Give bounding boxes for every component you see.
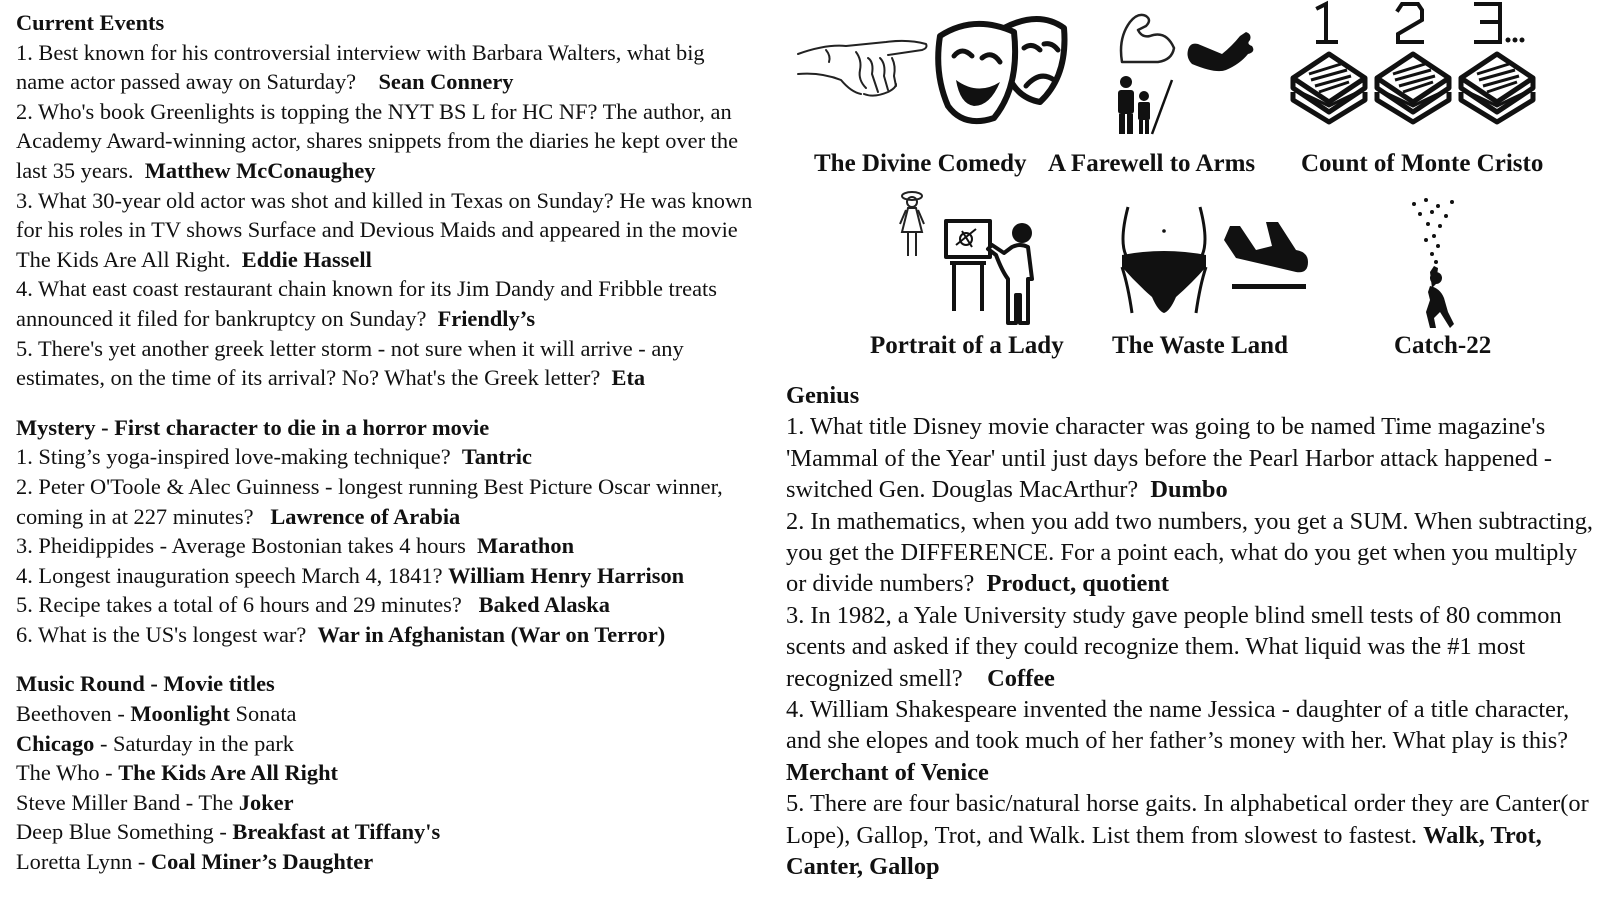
answer: Joker bbox=[238, 789, 294, 815]
question bbox=[16, 97, 756, 186]
answer: Walk, Trot, Canter, Gallop bbox=[786, 821, 1542, 881]
question-text: 1. What title Disney movie character was going to be named Time magazine's 'Mammal of the Year' until just days before the Pearl Harbor attack happened - switched Gen. Douglas MacArthur? bbox=[786, 413, 1553, 504]
question-text: 3. Pheidippides - Average Bostonian takes 4 hours bbox=[16, 533, 466, 559]
answer: William Henry Harrison bbox=[448, 562, 685, 588]
question-text: 2. Peter O'Toole & Alec Guinness - longest running Best Picture Oscar winner, coming in at 227 minutes? bbox=[16, 473, 723, 529]
question bbox=[16, 334, 756, 393]
question-text: 5. Recipe takes a total of 6 hours and 29 minutes? bbox=[16, 592, 462, 618]
answer: Tantric bbox=[461, 444, 532, 470]
question-text: 4. William Shakespeare invented the name Jessica - daughter of a title character, and she elopes and took much of her father’s money with her. What play is this? bbox=[786, 696, 1570, 755]
question bbox=[786, 411, 1600, 505]
waist-icon bbox=[1114, 205, 1214, 315]
question bbox=[786, 506, 1600, 600]
question bbox=[786, 788, 1600, 882]
question-text: 4. Longest inauguration speech March 4, 1841? bbox=[16, 562, 443, 588]
painter-icon bbox=[942, 215, 1042, 330]
catch-figure-icon bbox=[1406, 196, 1466, 331]
section-title: Mystery - First character to die in a horror movie bbox=[16, 414, 490, 440]
answer: The Kids Are All Right bbox=[118, 760, 338, 786]
answer: Coffee bbox=[987, 664, 1055, 692]
question bbox=[16, 620, 756, 650]
question-text: 5. There's yet another greek letter storm - not sure when it will arrive - any estimates, on the time of its arrival? No? What's the Greek letter? bbox=[16, 335, 684, 391]
section-title: Current Events bbox=[16, 10, 165, 35]
answer: Sean Connery bbox=[378, 69, 514, 95]
puzzle-caption: Portrait of a Lady bbox=[870, 332, 1064, 359]
music-row bbox=[16, 788, 756, 818]
left-column bbox=[16, 8, 756, 877]
picture-puzzles bbox=[786, 0, 1600, 380]
music-row bbox=[16, 699, 756, 729]
question bbox=[16, 186, 756, 275]
question-text: 1. Best known for his controversial interview with Barbara Walters, what big name actor passed away on Saturday? bbox=[16, 39, 705, 95]
music-section bbox=[16, 669, 756, 876]
question-text: 4. What east coast restaurant chain known for its Jim Dandy and Fribble treats announced it filed for bankruptcy on Sunday? bbox=[16, 276, 717, 331]
question bbox=[16, 590, 756, 620]
question-text: 2. In mathematics, when you add two numbers, you get a SUM. When subtracting, you get the DIFFERENCE. For a point each, what do you get when you multiply or divide numbers? bbox=[786, 507, 1593, 598]
answer: War in Afghanistan (War on Terror) bbox=[317, 621, 666, 647]
flexed-arm-icon bbox=[1116, 8, 1178, 66]
music-row bbox=[16, 847, 756, 877]
music-row bbox=[16, 817, 756, 847]
current-events-section bbox=[16, 8, 756, 393]
mystery-section bbox=[16, 413, 756, 650]
section-title: Genius bbox=[786, 382, 860, 409]
artist-text: Deep Blue Something - bbox=[16, 819, 233, 845]
answer: Eta bbox=[611, 365, 646, 391]
section-title: Music Round - Movie titles bbox=[16, 671, 275, 697]
puzzle-caption: A Farewell to Arms bbox=[1048, 150, 1256, 177]
question bbox=[16, 442, 756, 472]
woman-icon bbox=[896, 190, 928, 258]
question-text: 2. Who's book Greenlights is topping the NYT BS L for HC NF? The author, an Academy Award-winning actor, shares snippets from the diaries he kept over the last 35 years. bbox=[16, 98, 739, 183]
airplane-landing-icon bbox=[1222, 222, 1312, 292]
song-text: - Saturday in the park bbox=[94, 730, 294, 756]
question bbox=[16, 472, 756, 531]
sandwich-icons bbox=[1286, 46, 1596, 126]
artist-text: The Who - bbox=[16, 760, 119, 786]
puzzle-caption: Count of Monte Cristo bbox=[1301, 150, 1544, 177]
question bbox=[16, 561, 756, 591]
answer: Matthew McConaughey bbox=[144, 157, 376, 183]
genius-section bbox=[786, 380, 1600, 883]
puzzle-caption: The Divine Comedy bbox=[814, 150, 1027, 177]
answer: Eddie Hassell bbox=[241, 246, 372, 272]
music-row bbox=[16, 729, 756, 759]
answer: Dumbo bbox=[1150, 476, 1228, 504]
answer: Chicago bbox=[16, 730, 95, 756]
puzzle-caption: Catch-22 bbox=[1394, 332, 1492, 359]
answer: Breakfast at Tiffany's bbox=[232, 819, 441, 845]
question bbox=[16, 38, 756, 97]
question-text: 3. What 30-year old actor was shot and killed in Texas on Sunday? He was known for his roles in TV shows Surface and Devious Maids and appeared in the movie The Kids Are All Right. bbox=[16, 187, 753, 272]
artist-text: Beethoven - bbox=[16, 701, 131, 727]
theater-masks-icon bbox=[934, 6, 1069, 131]
right-column bbox=[786, 0, 1600, 900]
artist-text: Steve Miller Band - The bbox=[16, 789, 239, 815]
answer: Coal Miner’s Daughter bbox=[150, 849, 374, 875]
arm-icon bbox=[1186, 28, 1258, 76]
question bbox=[16, 531, 756, 561]
answer: Lawrence of Arabia bbox=[270, 503, 461, 529]
pointing-hand-icon bbox=[796, 22, 931, 112]
song-text: Sonata bbox=[229, 701, 297, 727]
spacer bbox=[16, 393, 756, 413]
question-text: 1. Sting’s yoga-inspired love-making technique? bbox=[16, 444, 451, 470]
numbers-icon bbox=[1286, 0, 1596, 50]
puzzle-caption: The Waste Land bbox=[1112, 332, 1288, 359]
answer: Merchant of Venice bbox=[786, 758, 989, 786]
answer: Marathon bbox=[477, 533, 575, 559]
artist-text: Loretta Lynn - bbox=[16, 849, 151, 875]
question-text: 5. There are four basic/natural horse gaits. In alphabetical order they are Canter(or Lope), Gallop, Trot, and Walk. List them from slowest to fastest. bbox=[786, 790, 1589, 849]
music-row bbox=[16, 758, 756, 788]
answer: Moonlight bbox=[130, 701, 230, 727]
answer: Friendly’s bbox=[437, 305, 536, 331]
question-text: 6. What is the US's longest war? bbox=[16, 621, 307, 647]
question bbox=[16, 274, 756, 333]
question-text: 3. In 1982, a Yale University study gave people blind smell tests of 80 common scents and asked if they could recognize them. What liquid was the #1 most recognized smell? bbox=[786, 601, 1562, 692]
question bbox=[786, 600, 1600, 694]
people-icon bbox=[1112, 74, 1174, 136]
spacer bbox=[16, 649, 756, 669]
question bbox=[786, 694, 1600, 788]
answer: Baked Alaska bbox=[478, 592, 610, 618]
answer: Product, quotient bbox=[986, 570, 1170, 598]
